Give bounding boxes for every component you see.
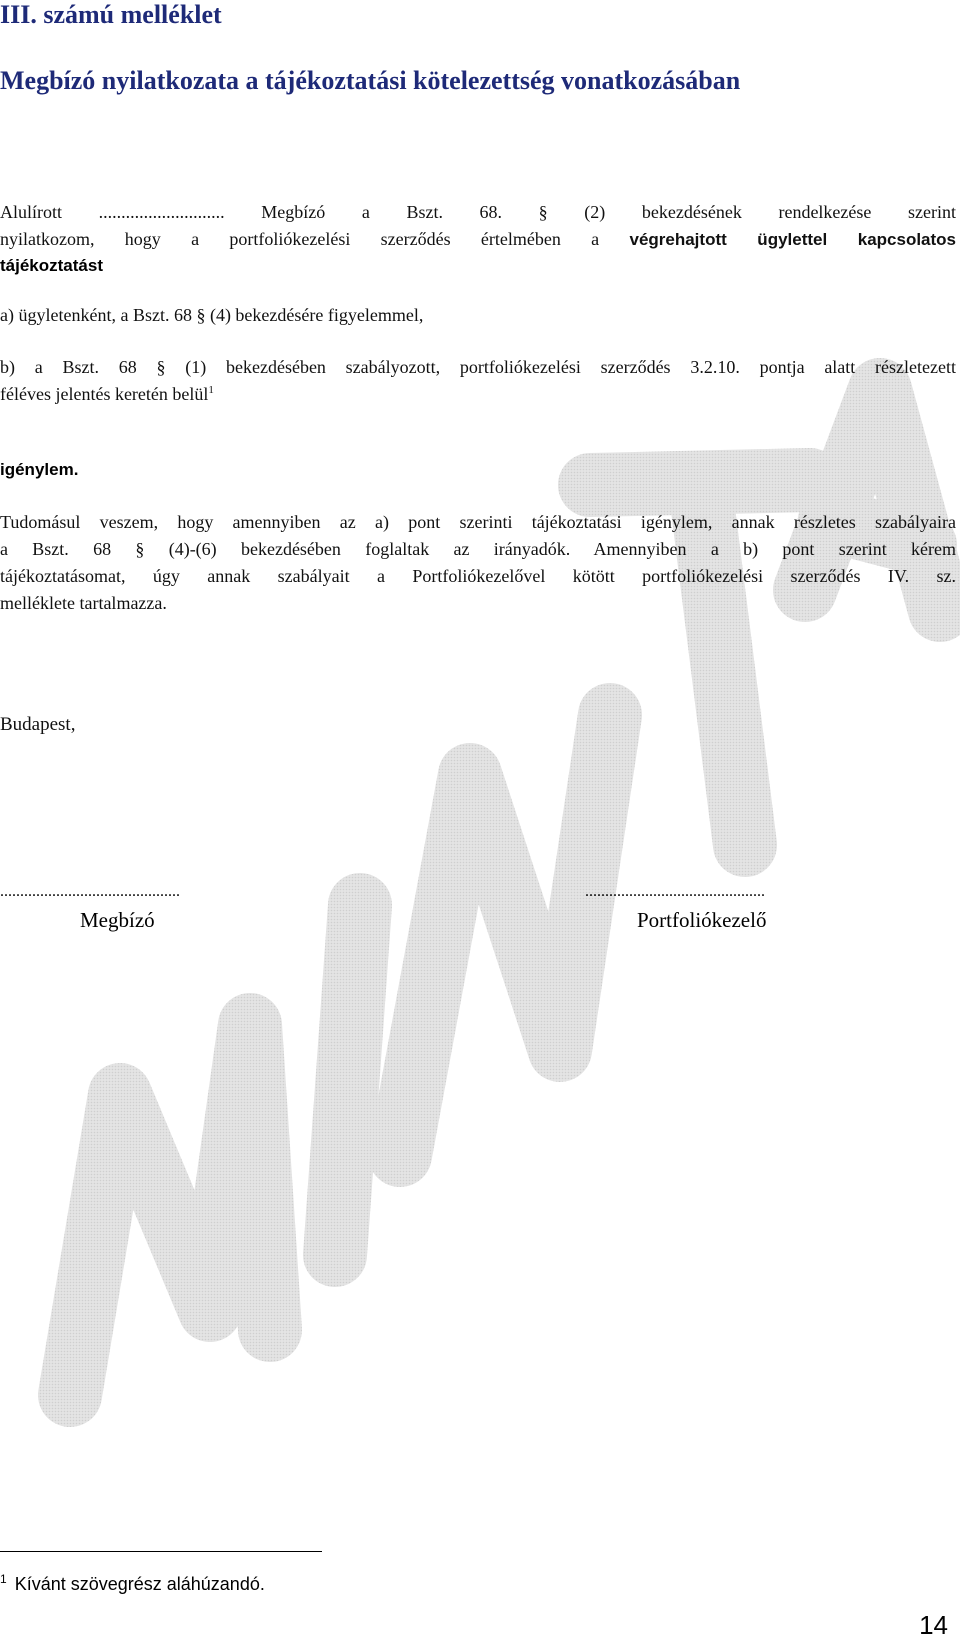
option-b-line-1: b) a Bszt. 68 § (1) bekezdésében szabályozott, portfoliókezelési szerződés 3.2.10. pontja alatt részletezett (0, 357, 956, 377)
option-b-line-2-text: féléves jelentés keretén belül (0, 384, 209, 404)
footnote-divider (0, 1551, 322, 1552)
ack-line-3: tájékoztatásomat, úgy annak szabályait a Portfoliókezelővel kötött portfoliókezelési szerződés IV. sz. (0, 566, 956, 586)
ack-line-4: melléklete tartalmazza. (0, 593, 167, 613)
ack-line-1: Tudomásul veszem, hogy amennyiben az a) pont szerinti tájékoztatási igénylem, annak részletes szabályaira (0, 512, 956, 532)
signature-line-manager: ............................................. (585, 883, 765, 900)
option-a: a) ügyletenként, a Bszt. 68 § (4) bekezdésére figyelemmel, (0, 305, 424, 325)
signature-label-client: Megbízó (80, 908, 155, 932)
annex-title: III. számú melléklet (0, 0, 222, 29)
footnote-text: Kívánt szövegrész aláhúzandó. (14, 1574, 265, 1594)
request-statement: igénylem. (0, 460, 79, 479)
intro-line-2 (0, 229, 956, 250)
footnote (0, 1572, 265, 1595)
place-field: Budapest, (0, 714, 76, 735)
ack-line-2: a Bszt. 68 § (4)-(6) bekezdésében foglaltak az irányadók. Amennyiben a b) pont szerint kérem (0, 539, 956, 559)
intro-line-2-text: nyilatkozom, hogy a portfoliókezelési szerződés értelmében a (0, 229, 630, 249)
intro-line-2-bold: végrehajtott ügylettel kapcsolatos (629, 230, 957, 249)
page-number: 14 (919, 1610, 948, 1640)
signature-line-client: ............................................. (0, 883, 180, 900)
signature-label-manager: Portfoliókezelő (637, 908, 767, 932)
footnote-number: 1 (0, 1572, 7, 1586)
footnote-reference: 1 (208, 384, 214, 396)
intro-line-1: Alulírott ............................ Megbízó a Bszt. 68. § (2) bekezdésének rendelkezése szerint (0, 202, 956, 222)
option-b-line-2 (0, 384, 214, 405)
intro-line-3: tájékoztatást (0, 256, 103, 275)
document-title: Megbízó nyilatkozata a tájékoztatási kötelezettség vonatkozásában (0, 66, 741, 95)
